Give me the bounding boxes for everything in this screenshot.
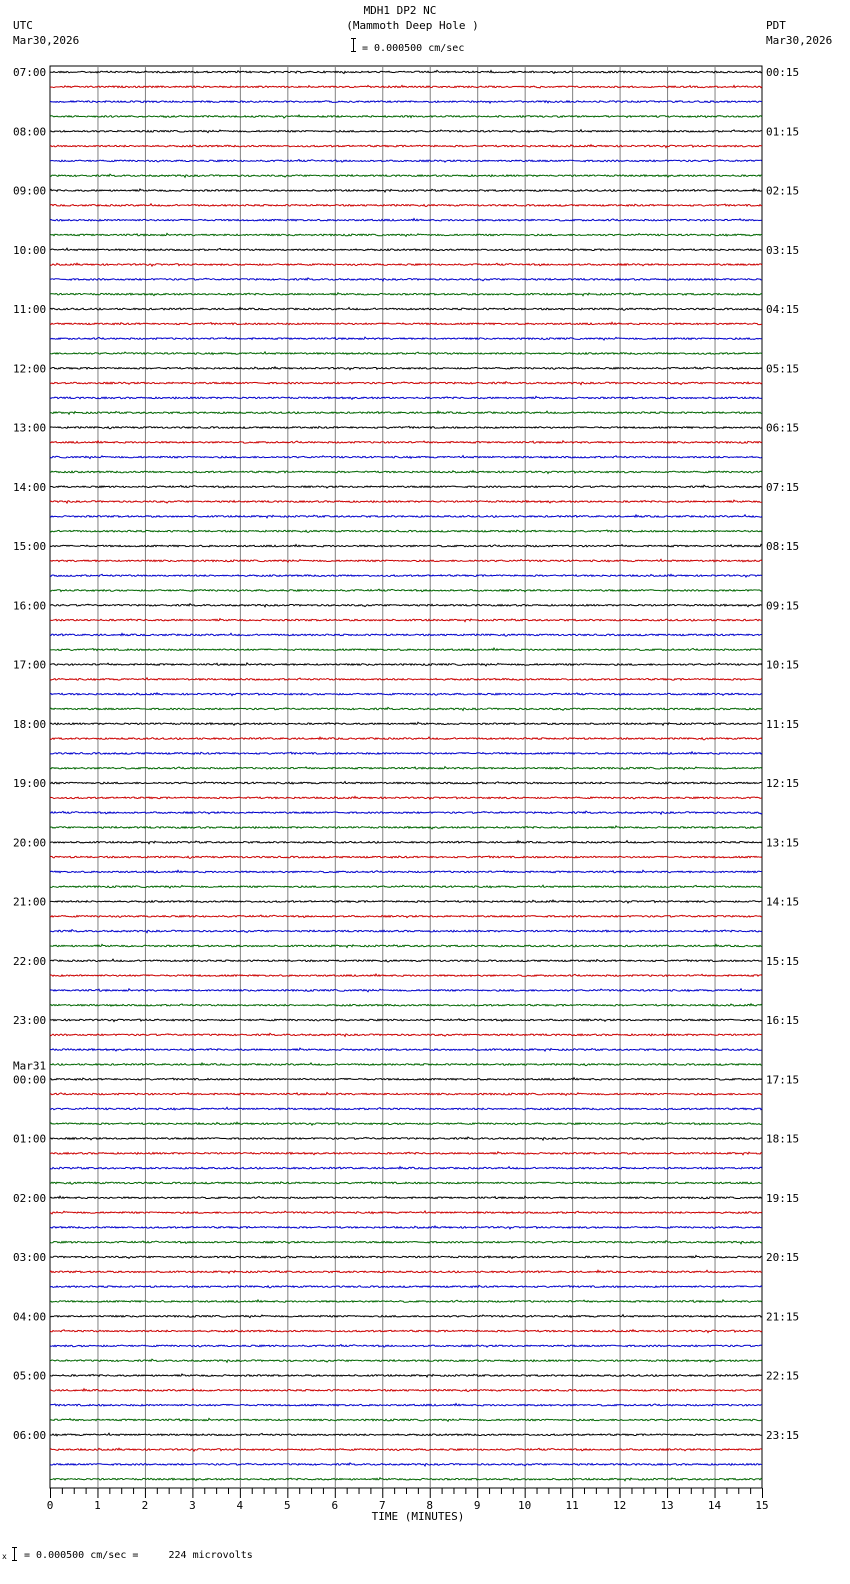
- utc-hour-label: 00:00: [13, 1073, 47, 1087]
- seismic-trace: [50, 589, 762, 592]
- seismic-trace: [50, 308, 762, 311]
- x-tick-label: 10: [518, 1499, 532, 1512]
- seismic-trace: [50, 174, 762, 177]
- pdt-hour-label: 19:15: [766, 1191, 800, 1205]
- seismic-trace: [50, 456, 762, 459]
- seismic-trace: [50, 1463, 762, 1466]
- seismic-trace: [50, 1196, 762, 1199]
- pdt-hour-label: 12:15: [766, 777, 800, 790]
- seismic-trace: [50, 1078, 762, 1081]
- seismic-trace: [50, 130, 762, 133]
- pdt-hour-label: 07:15: [766, 480, 800, 494]
- seismic-trace: [50, 959, 762, 962]
- seismic-trace: [50, 1063, 762, 1066]
- pdt-hour-label: 15:15: [766, 954, 800, 968]
- seismic-trace: [50, 1478, 762, 1481]
- pdt-hour-label: 11:15: [766, 717, 800, 731]
- seismic-trace: [50, 1330, 762, 1333]
- seismic-trace: [50, 1137, 762, 1140]
- seismic-trace: [50, 293, 762, 296]
- utc-hour-label: 11:00: [13, 303, 47, 316]
- seismic-trace: [50, 707, 762, 710]
- seismic-trace: [50, 619, 762, 622]
- seismic-trace: [50, 1122, 762, 1125]
- seismic-trace: [50, 219, 762, 221]
- seismic-trace: [50, 1270, 762, 1273]
- seismic-trace: [50, 693, 762, 696]
- pdt-hour-label: 21:15: [766, 1310, 800, 1324]
- seismic-trace: [50, 841, 762, 844]
- pdt-hour-label: 17:15: [766, 1073, 800, 1087]
- station-location: (Mammoth Deep Hole ): [346, 19, 479, 32]
- seismic-trace: [50, 1004, 762, 1006]
- seismic-trace: [50, 233, 762, 236]
- seismic-trace: [50, 1167, 762, 1170]
- seismic-trace: [50, 826, 762, 829]
- seismic-trace: [50, 352, 762, 355]
- x-tick-label: 14: [707, 1499, 722, 1512]
- pdt-hour-label: 14:15: [766, 895, 800, 909]
- x-tick-label: 2: [141, 1499, 149, 1512]
- pdt-hour-label: 01:15: [766, 125, 800, 139]
- seismic-trace: [50, 500, 762, 503]
- seismic-trace: [50, 1315, 762, 1318]
- utc-hour-label: 14:00: [13, 480, 47, 494]
- seismic-trace: [50, 663, 762, 666]
- footer-scale-text: = 0.000500 cm/sec = 224 microvolts: [24, 1550, 253, 1561]
- seismic-trace: [50, 101, 762, 103]
- seismic-trace: [50, 426, 762, 429]
- seismic-trace: [50, 1418, 762, 1421]
- seismic-trace: [50, 974, 762, 976]
- seismic-trace: [50, 530, 762, 533]
- pdt-hour-label: 03:15: [766, 243, 800, 257]
- seismic-trace: [50, 337, 762, 340]
- utc-hour-label: 04:00: [13, 1310, 47, 1324]
- seismic-trace: [50, 278, 762, 281]
- pdt-hour-label: 00:15: [766, 66, 800, 79]
- seismic-trace: [50, 915, 762, 918]
- utc-hour-label: 22:00: [13, 954, 47, 968]
- utc-hour-label: 13:00: [13, 421, 47, 435]
- x-tick-label: 15: [755, 1499, 769, 1512]
- seismic-trace: [50, 870, 762, 872]
- utc-hour-label: 19:00: [13, 777, 47, 790]
- seismic-trace: [50, 248, 762, 251]
- seismic-trace: [50, 737, 762, 740]
- right-timezone: PDT: [766, 19, 786, 32]
- seismic-trace: [50, 204, 762, 207]
- utc-hour-label: 23:00: [13, 1014, 47, 1027]
- seismic-trace: [50, 633, 762, 636]
- seismic-trace: [50, 1359, 762, 1362]
- utc-hour-label: 15:00: [13, 540, 47, 553]
- pdt-hour-label: 05:15: [766, 362, 800, 376]
- x-tick-label: 5: [284, 1499, 291, 1512]
- seismic-trace: [50, 1033, 762, 1036]
- seismic-trace: [50, 944, 762, 947]
- pdt-hour-label: 22:15: [766, 1369, 800, 1383]
- seismic-trace: [50, 70, 762, 73]
- seismic-trace: [50, 767, 762, 770]
- utc-hour-label: 12:00: [13, 362, 47, 376]
- seismic-trace: [50, 1211, 762, 1214]
- seismic-trace: [50, 322, 762, 324]
- seismic-trace: [50, 1286, 762, 1288]
- utc-hour-label: 16:00: [13, 599, 47, 613]
- pdt-hour-label: 13:15: [766, 836, 800, 850]
- pdt-hour-label: 16:15: [766, 1014, 800, 1027]
- seismic-trace: [50, 544, 762, 546]
- pdt-hour-label: 04:15: [766, 303, 800, 316]
- seismic-trace: [50, 263, 762, 266]
- seismic-trace: [50, 1345, 762, 1348]
- seismic-trace: [50, 441, 762, 444]
- x-axis-label: TIME (MINUTES): [371, 1510, 465, 1523]
- utc-hour-label: 09:00: [13, 184, 47, 198]
- utc-hour-label: 10:00: [13, 243, 47, 257]
- seismic-trace: [50, 367, 762, 370]
- seismic-trace: [50, 411, 762, 414]
- seismic-trace: [50, 574, 762, 577]
- utc-hour-label: 17:00: [13, 658, 47, 672]
- seismic-trace: [50, 382, 762, 385]
- right-date: Mar30,2026: [766, 34, 833, 47]
- seismic-trace: [50, 1019, 762, 1022]
- seismic-trace: [50, 1241, 762, 1244]
- utc-hour-label: 02:00: [13, 1191, 47, 1205]
- seismic-trace: [50, 856, 762, 859]
- seismic-trace: [50, 396, 762, 399]
- utc-hour-label: 21:00: [13, 895, 47, 909]
- seismic-trace: [50, 1093, 762, 1096]
- seismic-trace: [50, 1048, 762, 1051]
- seismic-trace: [50, 1152, 762, 1155]
- seismic-trace: [50, 115, 762, 118]
- x-tick-label: 11: [565, 1499, 579, 1512]
- x-tick-label: 6: [331, 1499, 339, 1512]
- utc-hour-label: 20:00: [13, 836, 47, 850]
- seismic-trace: [50, 900, 762, 903]
- utc-hour-label: 06:00: [13, 1428, 47, 1442]
- utc-hour-label: 08:00: [13, 125, 47, 139]
- seismic-trace: [50, 1226, 762, 1229]
- seismic-trace: [50, 1256, 762, 1259]
- seismic-trace: [50, 1300, 762, 1302]
- seismic-trace: [50, 722, 762, 725]
- pdt-hour-label: 23:15: [766, 1428, 800, 1442]
- seismic-trace: [50, 145, 762, 148]
- seismic-trace: [50, 782, 762, 785]
- seismic-trace: [50, 1374, 762, 1377]
- x-tick-label: 4: [236, 1499, 244, 1512]
- seismic-trace: [50, 752, 762, 755]
- seismic-trace: [50, 1182, 762, 1184]
- seismic-trace: [50, 485, 762, 488]
- seismic-trace: [50, 515, 762, 518]
- seismic-trace: [50, 1448, 762, 1451]
- seismic-trace: [50, 1107, 762, 1110]
- x-tick-label: 1: [94, 1499, 101, 1512]
- pdt-hour-label: 10:15: [766, 658, 800, 672]
- seismic-trace: [50, 648, 762, 650]
- pdt-hour-label: 20:15: [766, 1251, 800, 1264]
- x-tick-label: 8: [426, 1499, 434, 1512]
- date-change-label: Mar31: [13, 1059, 47, 1073]
- pdt-hour-label: 08:15: [766, 540, 800, 553]
- seismic-trace: [50, 1433, 762, 1436]
- left-date: Mar30,2026: [13, 34, 80, 47]
- seismic-trace: [50, 85, 762, 88]
- seismic-trace: [50, 160, 762, 163]
- x-tick-label: 9: [473, 1499, 481, 1512]
- footer-prefix: x: [2, 1552, 7, 1561]
- seismic-trace: [50, 989, 762, 992]
- x-tick-label: 7: [378, 1499, 386, 1512]
- seismic-trace: [50, 1404, 762, 1406]
- x-tick-label: 12: [612, 1499, 627, 1512]
- x-tick-label: 3: [189, 1499, 196, 1512]
- seismic-trace: [50, 604, 762, 607]
- seismic-trace: [50, 678, 762, 681]
- seismic-trace: [50, 885, 762, 888]
- utc-hour-label: 01:00: [13, 1132, 47, 1146]
- seismic-trace: [50, 189, 762, 192]
- utc-hour-label: 05:00: [13, 1369, 47, 1383]
- utc-hour-label: 07:00: [13, 66, 47, 79]
- seismic-trace: [50, 559, 762, 562]
- seismic-trace: [50, 811, 762, 814]
- x-tick-label: 13: [660, 1499, 674, 1512]
- left-timezone: UTC: [13, 19, 33, 32]
- x-tick-label: 0: [46, 1499, 54, 1512]
- utc-hour-label: 03:00: [13, 1251, 47, 1264]
- station-title: MDH1 DP2 NC: [363, 4, 437, 17]
- pdt-hour-label: 06:15: [766, 421, 800, 435]
- seismic-trace: [50, 1389, 762, 1392]
- seismic-trace: [50, 796, 762, 799]
- footer-scale-icon: [12, 1547, 17, 1561]
- pdt-hour-label: 09:15: [766, 599, 800, 613]
- seismic-trace: [50, 930, 762, 933]
- pdt-hour-label: 18:15: [766, 1132, 800, 1146]
- pdt-hour-label: 02:15: [766, 184, 800, 198]
- scale-label: = 0.000500 cm/sec: [362, 43, 465, 54]
- seismic-trace: [50, 471, 762, 474]
- utc-hour-label: 18:00: [13, 717, 47, 731]
